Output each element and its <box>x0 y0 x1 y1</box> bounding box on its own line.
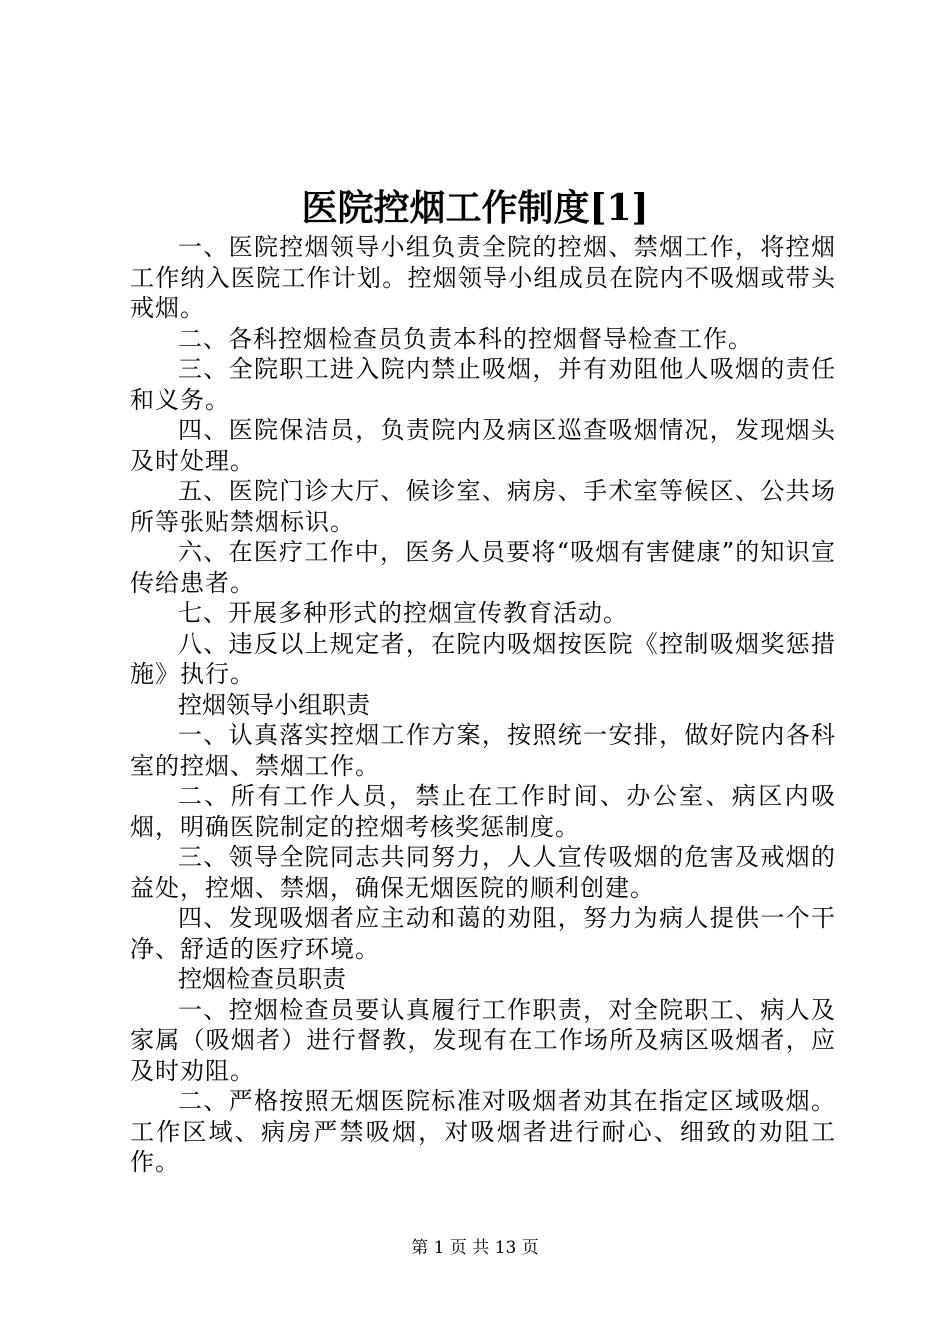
paragraph: 一、控烟检查员要认真履行工作职责，对全院职工、病人及家属（吸烟者）进行督教，发现有在工作场所及病区吸烟者，应及时劝阻。 <box>130 995 836 1085</box>
paragraph: 八、违反以上规定者，在院内吸烟按医院《控制吸烟奖惩措施》执行。 <box>130 629 836 688</box>
paragraph: 六、在医疗工作中，医务人员要将“吸烟有害健康”的知识宣传给患者。 <box>130 538 836 597</box>
section-heading: 控烟检查员职责 <box>178 965 346 993</box>
paragraph: 二、严格按照无烟医院标准对吸烟者劝其在指定区域吸烟。工作区域、病房严禁吸烟，对吸烟者进行耐心、细致的劝阻工作。 <box>130 1087 836 1176</box>
paragraph: 一、医院控烟领导小组负责全院的控烟、禁烟工作，将控烟工作纳入医院工作计划。控烟领导小组成员在院内不吸烟或带头戒烟。 <box>130 233 836 322</box>
paragraph: 五、医院门诊大厅、候诊室、病房、手术室等候区、公共场所等张贴禁烟标识。 <box>130 477 836 536</box>
paragraph: 一、认真落实控烟工作方案，按照统一安排，做好院内各科室的控烟、禁烟工作。 <box>130 721 836 780</box>
paragraph: 二、所有工作人员，禁止在工作时间、办公室、病区内吸烟，明确医院制定的控烟考核奖惩制度。 <box>130 782 836 841</box>
paragraph: 七、开展多种形式的控烟宣传教育活动。 <box>178 599 628 627</box>
paragraph: 三、领导全院同志共同努力，人人宣传吸烟的危害及戒烟的益处，控烟、禁烟，确保无烟医院的顺利创建。 <box>130 843 836 902</box>
section-heading: 控烟领导小组职责 <box>178 690 370 719</box>
paragraph: 四、发现吸烟者应主动和蔼的劝阻，努力为病人提供一个干净、舒适的医疗环境。 <box>130 904 836 963</box>
page-footer: 第 1 页 共 13 页 <box>411 1238 539 1258</box>
document-title: 医院控烟工作制度[1] <box>301 187 649 229</box>
paragraph: 三、全院职工进入院内禁止吸烟，并有劝阻他人吸烟的责任和义务。 <box>130 355 836 414</box>
paragraph: 四、医院保洁员，负责院内及病区巡查吸烟情况，发现烟头及时处理。 <box>130 416 836 475</box>
paragraph: 二、各科控烟检查员负责本科的控烟督导检查工作。 <box>178 324 753 353</box>
document-body <box>130 232 836 1178</box>
